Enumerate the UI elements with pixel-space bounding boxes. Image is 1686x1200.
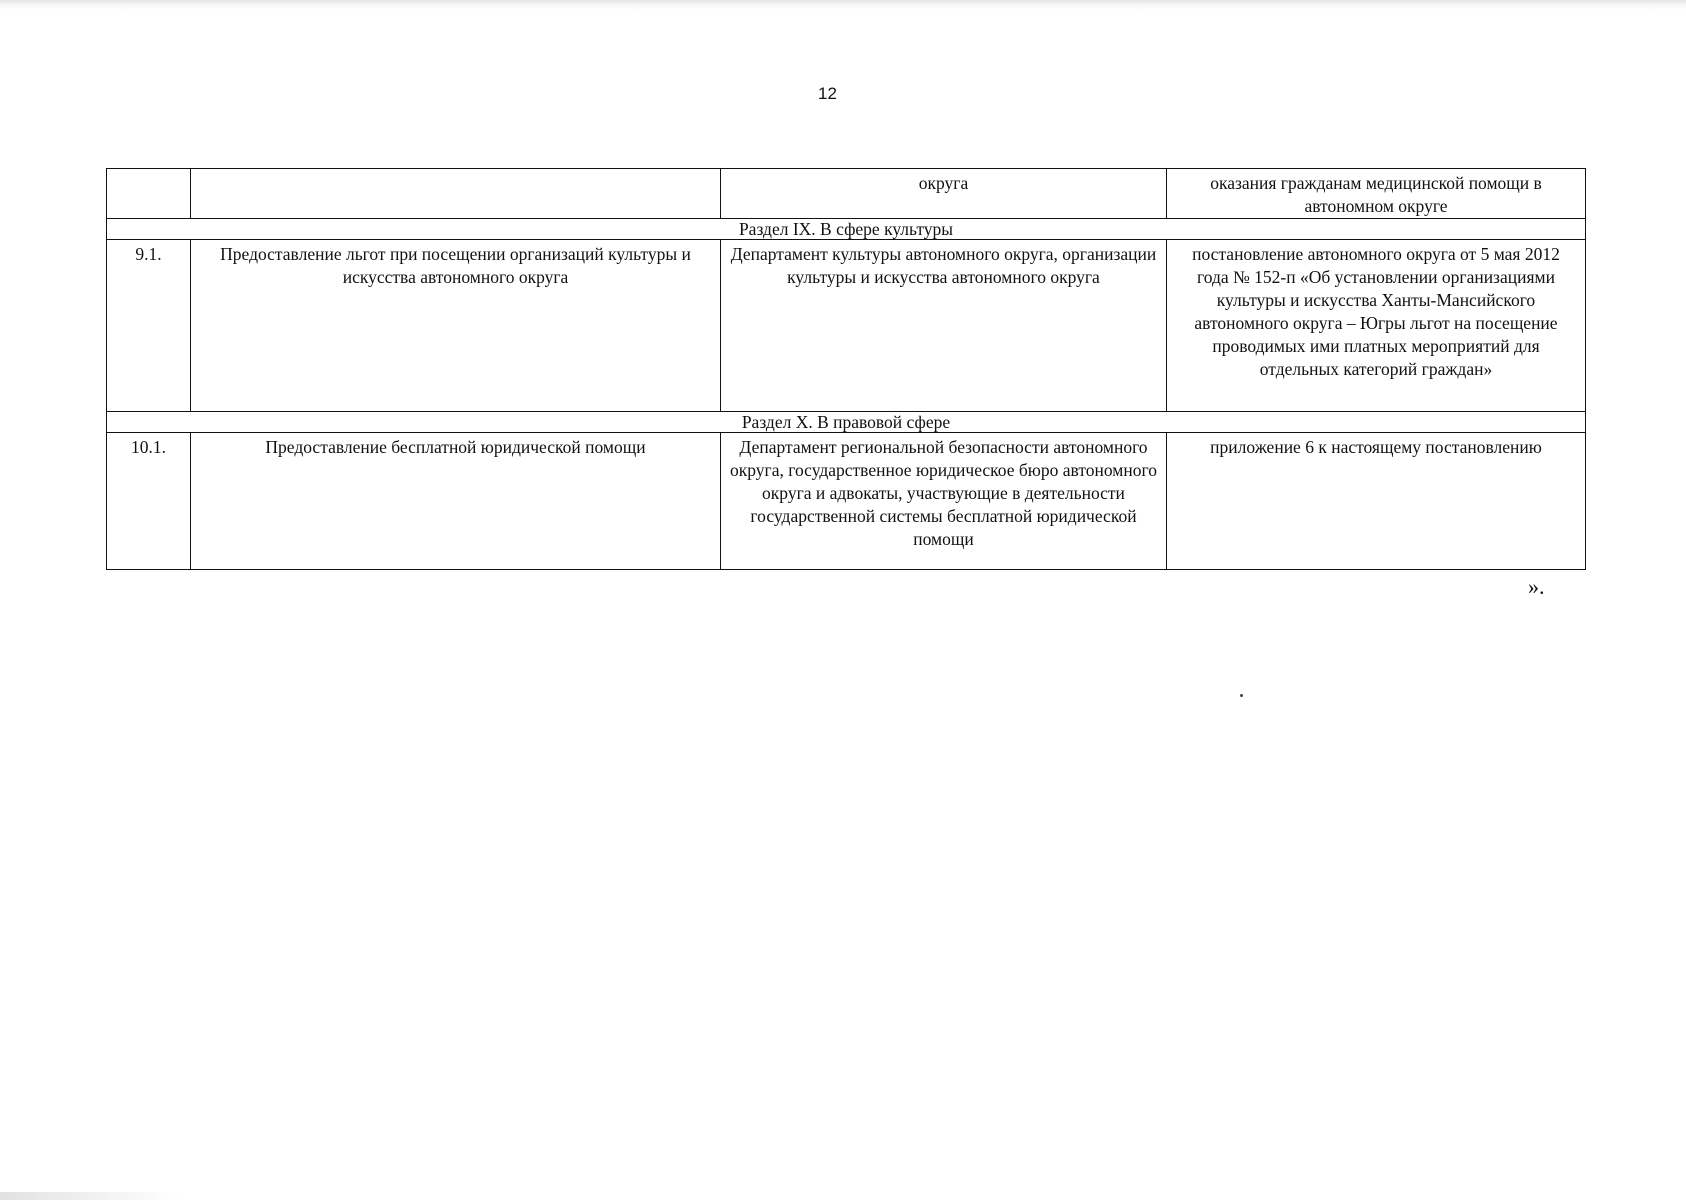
responsible-cell: Департамент культуры автономного округа, организации культуры и искусства автономного округа <box>721 240 1167 412</box>
row-number-cell <box>107 169 191 219</box>
row-number-cell: 9.1. <box>107 240 191 412</box>
legal-basis-cell: постановление автономного округа от 5 мая 2012 года № 152-п «Об установлении организациями культуры и искусства Ханты-Мансийского автономного округа – Югры льгот на посещение проводимых ими платных мероприятий для отдельных категорий граждан» <box>1167 240 1586 412</box>
section-heading-row-10 <box>107 412 1586 433</box>
legal-basis-cell: оказания гражданам медицинской помощи в автономном округе <box>1167 169 1586 219</box>
row-number-cell: 10.1. <box>107 433 191 570</box>
responsible-cell: Департамент региональной безопасности автономного округа, государственное юридическое бюро автономного округа и адвокаты, участвующие в деятельности государственной системы бесплатной юридической помощи <box>721 433 1167 570</box>
service-cell: Предоставление бесплатной юридической помощи <box>191 433 721 570</box>
table-row-9-1 <box>107 240 1586 412</box>
table-row-10-1 <box>107 433 1586 570</box>
section-title: Раздел IX. В сфере культуры <box>107 219 1586 240</box>
scan-bottom-edge <box>0 1192 180 1200</box>
legal-basis-cell: приложение 6 к настоящему постановлению <box>1167 433 1586 570</box>
responsible-cell: округа <box>721 169 1167 219</box>
scan-speck <box>1240 694 1243 697</box>
section-title: Раздел X. В правовой сфере <box>107 412 1586 433</box>
closing-quote-mark: ». <box>1528 574 1545 599</box>
table-row-continuation <box>107 169 1586 219</box>
section-heading-row-9 <box>107 219 1586 240</box>
scan-top-edge <box>0 0 1686 10</box>
page-number: 12 <box>818 84 837 103</box>
service-cell: Предоставление льгот при посещении организаций культуры и искусства автономного округа <box>191 240 721 412</box>
service-cell <box>191 169 721 219</box>
benefits-table <box>106 168 1586 570</box>
